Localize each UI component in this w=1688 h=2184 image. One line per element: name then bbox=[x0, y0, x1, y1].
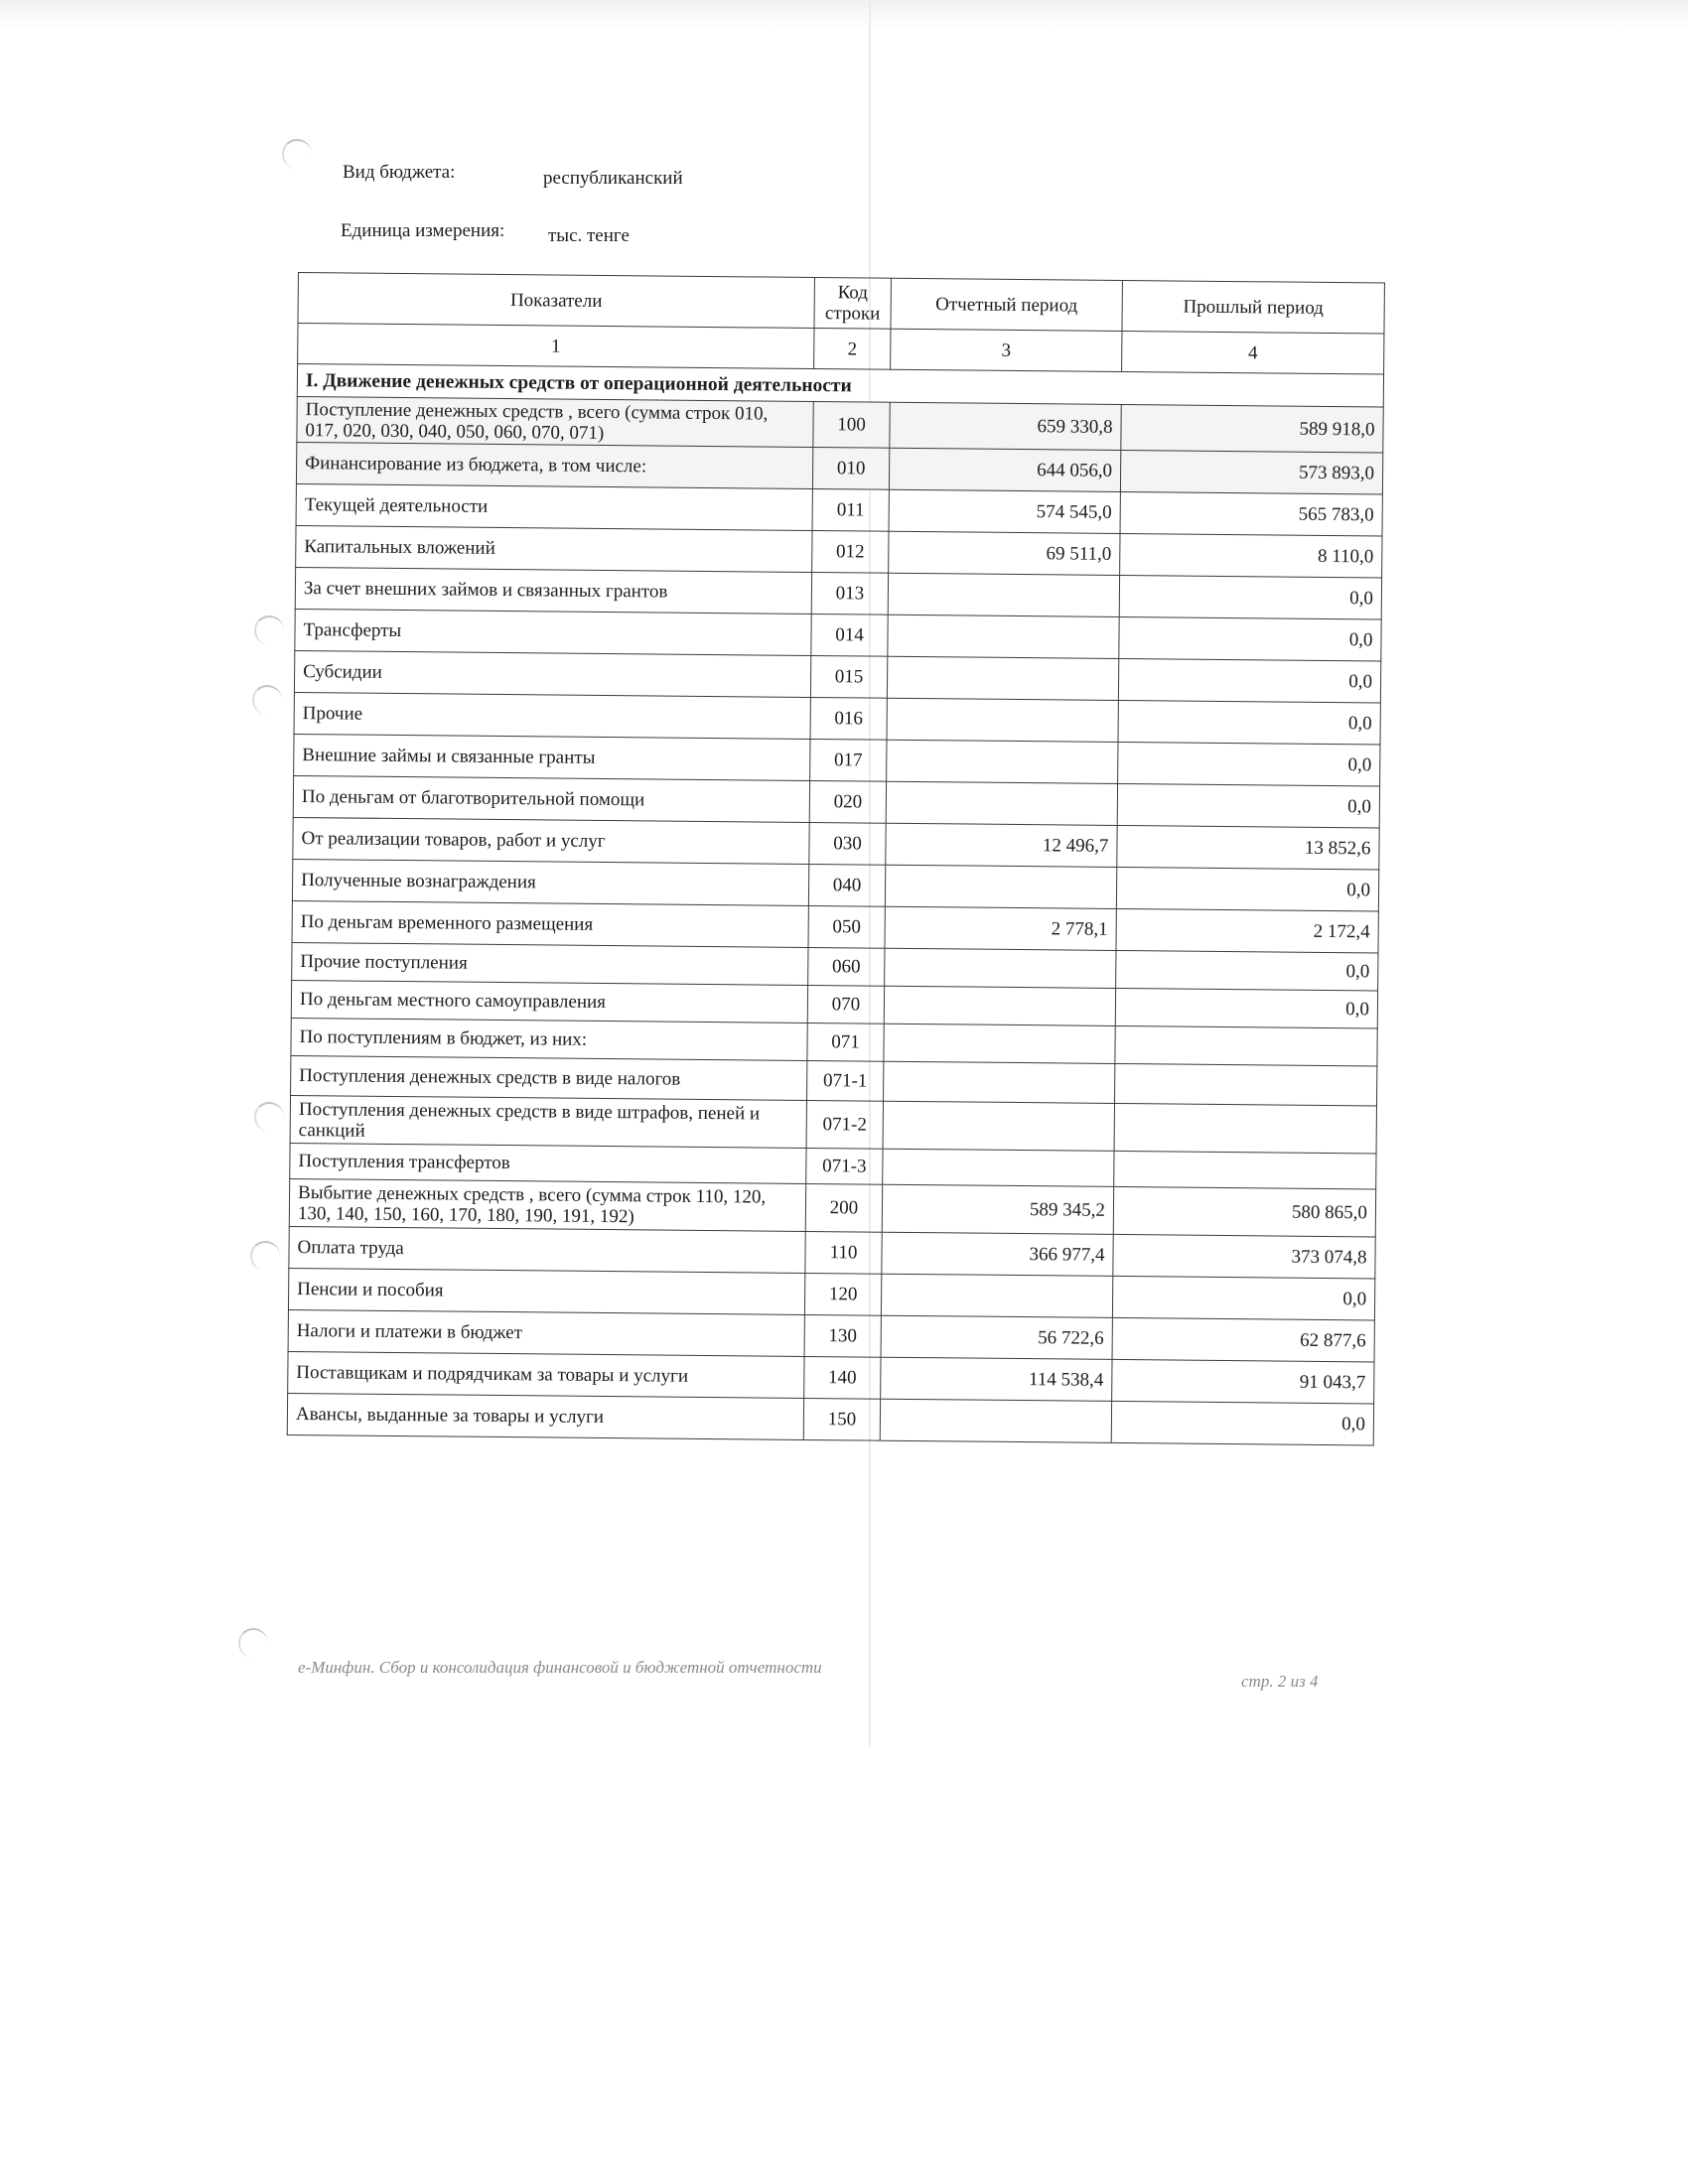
row-previous-value: 0,0 bbox=[1115, 988, 1377, 1028]
row-previous-value: 0,0 bbox=[1118, 658, 1380, 703]
footer-system-name: е-Минфин. Сбор и консолидация финансовой и бюджетной отчетности bbox=[298, 1658, 822, 1677]
row-previous-value: 2 172,4 bbox=[1116, 908, 1378, 953]
row-current-value bbox=[881, 1274, 1112, 1317]
row-current-value bbox=[885, 948, 1116, 988]
row-code: 011 bbox=[812, 488, 889, 531]
row-code: 060 bbox=[808, 947, 885, 986]
row-previous-value bbox=[1115, 1025, 1377, 1066]
row-indicator-name: Поставщикам и подрядчикам за товары и услуги bbox=[288, 1351, 804, 1398]
punch-hole bbox=[254, 1102, 284, 1132]
row-indicator-name: Капитальных вложений bbox=[296, 525, 812, 572]
row-code: 010 bbox=[812, 447, 889, 489]
row-previous-value: 13 852,6 bbox=[1117, 825, 1379, 870]
col-header-indicators: Показатели bbox=[298, 273, 814, 329]
row-previous-value bbox=[1114, 1151, 1376, 1189]
row-indicator-name: Авансы, выданные за товары и услуги bbox=[287, 1393, 803, 1439]
row-indicator-name: Поступления денежных средств в виде налогов bbox=[291, 1055, 807, 1100]
row-previous-value: 62 877,6 bbox=[1112, 1317, 1374, 1362]
row-current-value bbox=[884, 1024, 1115, 1063]
budget-type-label: Вид бюджета: bbox=[343, 162, 456, 183]
row-indicator-name: Оплата труда bbox=[289, 1226, 805, 1273]
row-code: 017 bbox=[810, 739, 887, 781]
row-indicator-name: По поступлениям в бюджет, из них: bbox=[291, 1018, 807, 1060]
row-current-value: 69 511,0 bbox=[889, 531, 1120, 575]
footer-page-number: стр. 2 из 4 bbox=[1241, 1672, 1319, 1691]
row-current-value: 644 056,0 bbox=[889, 448, 1120, 491]
row-indicator-name: Поступление денежных средств , всего (сумма строк 010, 017, 020, 030, 040, 050, 060, 070, 071) bbox=[297, 396, 813, 447]
row-code: 014 bbox=[811, 614, 888, 656]
row-indicator-name: Внешние займы и связанные гранты bbox=[294, 734, 810, 780]
report-sheet bbox=[287, 272, 1384, 1445]
col-number: 3 bbox=[891, 329, 1122, 371]
row-previous-value: 0,0 bbox=[1112, 1276, 1374, 1320]
row-previous-value: 0,0 bbox=[1119, 575, 1381, 619]
row-code: 016 bbox=[810, 697, 887, 740]
row-previous-value: 0,0 bbox=[1118, 700, 1380, 745]
row-current-value bbox=[887, 698, 1118, 742]
row-indicator-name: Субсидии bbox=[294, 650, 810, 697]
row-current-value bbox=[883, 1149, 1114, 1186]
row-code: 071-1 bbox=[807, 1060, 884, 1101]
punch-hole bbox=[252, 685, 282, 715]
row-current-value: 366 977,4 bbox=[882, 1232, 1113, 1276]
row-indicator-name: Полученные вознаграждения bbox=[292, 859, 808, 905]
row-current-value bbox=[887, 656, 1118, 700]
row-current-value bbox=[886, 781, 1117, 825]
row-previous-value: 0,0 bbox=[1111, 1401, 1373, 1445]
row-previous-value: 0,0 bbox=[1119, 616, 1381, 661]
row-current-value: 589 345,2 bbox=[882, 1184, 1113, 1234]
row-indicator-name: Налоги и платежи в бюджет bbox=[288, 1309, 804, 1356]
punch-hole bbox=[254, 615, 284, 645]
row-current-value bbox=[888, 614, 1119, 658]
row-indicator-name: За счет внешних займов и связанных грантов bbox=[295, 567, 811, 614]
unit-value: тыс. тенге bbox=[548, 225, 630, 246]
col-header-code: Код строки bbox=[814, 277, 891, 329]
row-current-value bbox=[880, 1399, 1111, 1442]
row-code: 030 bbox=[809, 822, 886, 865]
col-number: 1 bbox=[298, 324, 814, 369]
row-code: 140 bbox=[804, 1356, 881, 1399]
row-previous-value: 580 865,0 bbox=[1113, 1186, 1375, 1237]
row-previous-value: 91 043,7 bbox=[1112, 1359, 1374, 1404]
row-previous-value bbox=[1114, 1103, 1376, 1154]
row-previous-value: 0,0 bbox=[1116, 950, 1378, 991]
col-number: 4 bbox=[1122, 331, 1384, 374]
row-code: 020 bbox=[809, 780, 886, 823]
row-current-value: 12 496,7 bbox=[886, 823, 1117, 867]
unit-label: Единица измерения: bbox=[341, 220, 505, 241]
row-current-value bbox=[888, 573, 1119, 616]
row-previous-value: 565 783,0 bbox=[1120, 491, 1382, 536]
row-current-value: 574 545,0 bbox=[889, 489, 1120, 533]
row-indicator-name: Прочие bbox=[294, 692, 810, 739]
row-indicator-name: Прочие поступления bbox=[292, 942, 808, 985]
row-previous-value: 0,0 bbox=[1117, 783, 1379, 828]
row-code: 040 bbox=[808, 864, 885, 906]
row-indicator-name: Выбытие денежных средств , всего (сумма строк 110, 120, 130, 140, 150, 160, 170, 180, 190, 191, 192) bbox=[289, 1178, 805, 1231]
scan-edge bbox=[0, 0, 1688, 30]
row-code: 130 bbox=[804, 1314, 881, 1357]
row-code: 100 bbox=[813, 401, 890, 448]
row-code: 071-2 bbox=[806, 1100, 883, 1149]
row-code: 013 bbox=[811, 572, 888, 614]
row-current-value bbox=[883, 1101, 1114, 1151]
row-current-value: 659 330,8 bbox=[890, 402, 1121, 450]
row-code: 110 bbox=[805, 1231, 882, 1274]
budget-type-value: республиканский bbox=[543, 168, 683, 189]
row-code: 120 bbox=[804, 1273, 881, 1315]
punch-hole bbox=[238, 1628, 268, 1658]
row-code: 012 bbox=[812, 530, 889, 573]
row-current-value bbox=[885, 865, 1116, 908]
row-indicator-name: По деньгам от благотворительной помощи bbox=[293, 775, 809, 822]
row-previous-value bbox=[1114, 1063, 1376, 1106]
row-code: 015 bbox=[810, 655, 887, 698]
row-current-value bbox=[884, 986, 1115, 1025]
row-previous-value: 573 893,0 bbox=[1120, 450, 1382, 494]
row-current-value: 56 722,6 bbox=[881, 1315, 1112, 1359]
row-code: 050 bbox=[808, 905, 885, 948]
row-code: 071-3 bbox=[806, 1148, 883, 1184]
row-indicator-name: Поступления денежных средств в виде штрафов, пеней и санкций bbox=[290, 1095, 806, 1148]
punch-hole bbox=[282, 139, 312, 169]
row-indicator-name: Трансферты bbox=[295, 609, 811, 655]
row-current-value bbox=[884, 1061, 1115, 1103]
row-indicator-name: По деньгам местного самоуправления bbox=[291, 980, 807, 1023]
row-indicator-name: Пенсии и пособия bbox=[288, 1268, 804, 1314]
punch-hole bbox=[250, 1241, 280, 1271]
row-indicator-name: От реализации товаров, работ и услуг bbox=[293, 817, 809, 864]
cash-flow-table bbox=[287, 272, 1385, 1445]
row-code: 150 bbox=[803, 1398, 880, 1440]
row-previous-value: 8 110,0 bbox=[1120, 533, 1382, 578]
row-previous-value: 373 074,8 bbox=[1113, 1234, 1375, 1279]
row-code: 200 bbox=[805, 1183, 882, 1232]
col-number: 2 bbox=[814, 328, 891, 369]
row-indicator-name: Поступления трансфертов bbox=[290, 1143, 806, 1183]
row-indicator-name: Финансирование из бюджета, в том числе: bbox=[296, 442, 812, 488]
row-previous-value: 0,0 bbox=[1116, 867, 1378, 911]
row-indicator-name: Текущей деятельности bbox=[296, 483, 812, 530]
row-code: 071 bbox=[807, 1023, 884, 1061]
row-current-value bbox=[887, 740, 1118, 783]
row-code: 070 bbox=[807, 985, 884, 1024]
section-title: I. Движение денежных средств от операционной деятельности bbox=[297, 364, 1383, 407]
row-indicator-name: По деньгам временного размещения bbox=[292, 900, 808, 947]
row-current-value: 114 538,4 bbox=[881, 1357, 1112, 1401]
row-previous-value: 0,0 bbox=[1118, 742, 1380, 786]
row-current-value: 2 778,1 bbox=[885, 906, 1116, 950]
row-previous-value: 589 918,0 bbox=[1121, 404, 1383, 453]
col-header-current-period: Отчетный период bbox=[891, 278, 1122, 331]
col-header-previous-period: Прошлый период bbox=[1122, 280, 1384, 334]
